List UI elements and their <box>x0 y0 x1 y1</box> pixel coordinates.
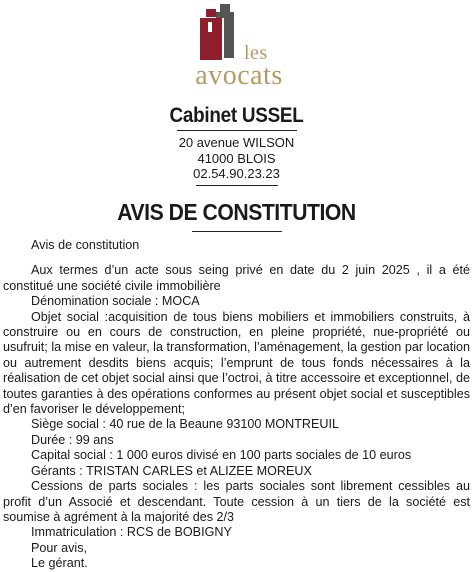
notice-body <box>3 238 470 572</box>
logo-text-avocats: avocats <box>195 60 283 91</box>
title-underline <box>192 231 282 232</box>
logo-figures-icon <box>184 4 294 64</box>
cabinet-name: Cabinet USSEL <box>169 104 304 127</box>
logo-red-head <box>206 9 216 17</box>
notice-paragraph: Pour avis, <box>31 540 87 555</box>
logo-text-les: les <box>244 42 268 64</box>
notice-paragraph: Objet social :acquisition de tous biens mobiliers et immobiliers construits, à construire ou en cours de construction, en pleine propriété, nue-propriété ou usufruit; la mise en valeur, la transformation, l’aménagement, la gestion par location ou autrement desdits biens acquis; l’emprunt de tous fonds nécessaires à la réalisation de cet objet social ainsi que l’octroi, à titre accessoire et exceptionnel, de toutes garanties à des opérations conformes au présent objet social et susceptibles d’en favoriser le développement; <box>3 309 470 417</box>
notice-paragraph: Cessions de parts sociales : les parts sociales sont librement cessibles au profit d’un Associé et descendant. Toute cession à un tiers de la société est soumise à agrément à la majorité des 2/3 <box>3 479 470 524</box>
notice-paragraph: Capital social : 1 000 euros divisé en 100 parts sociales de 10 euros <box>31 448 412 463</box>
notice-intro-label: Avis de constitution <box>31 238 140 252</box>
address-line-1: 20 avenue WILSON <box>178 135 295 150</box>
address-divider <box>196 185 278 186</box>
cabinet-underline <box>177 130 297 131</box>
les-avocats-logo <box>184 4 294 96</box>
notice-paragraph: Immatriculation : RCS de BOBIGNY <box>31 525 232 540</box>
notice-paragraph: Gérants : TRISTAN CARLES et ALIZEE MOREUX <box>31 463 312 478</box>
notice-title: AVIS DE CONSTITUTION <box>117 199 356 225</box>
notice-paragraph: Aux termes d’un acte sous seing privé en date du 2 juin 2025 , il a été constitué une société civile immobilière <box>3 263 470 293</box>
logo-gray-head <box>220 4 230 12</box>
notice-paragraph: Le gérant. <box>31 556 88 571</box>
notice-paragraph: Durée : 99 ans <box>31 432 114 447</box>
notice-paragraph: Siège social : 40 rue de la Beaune 93100 MONTREUIL <box>31 417 340 432</box>
address-line-2: 41000 BLOIS <box>197 151 276 166</box>
notice-paragraph: Dénomination sociale : MOCA <box>31 294 200 309</box>
phone-number: 02.54.90.23.23 <box>193 166 280 181</box>
